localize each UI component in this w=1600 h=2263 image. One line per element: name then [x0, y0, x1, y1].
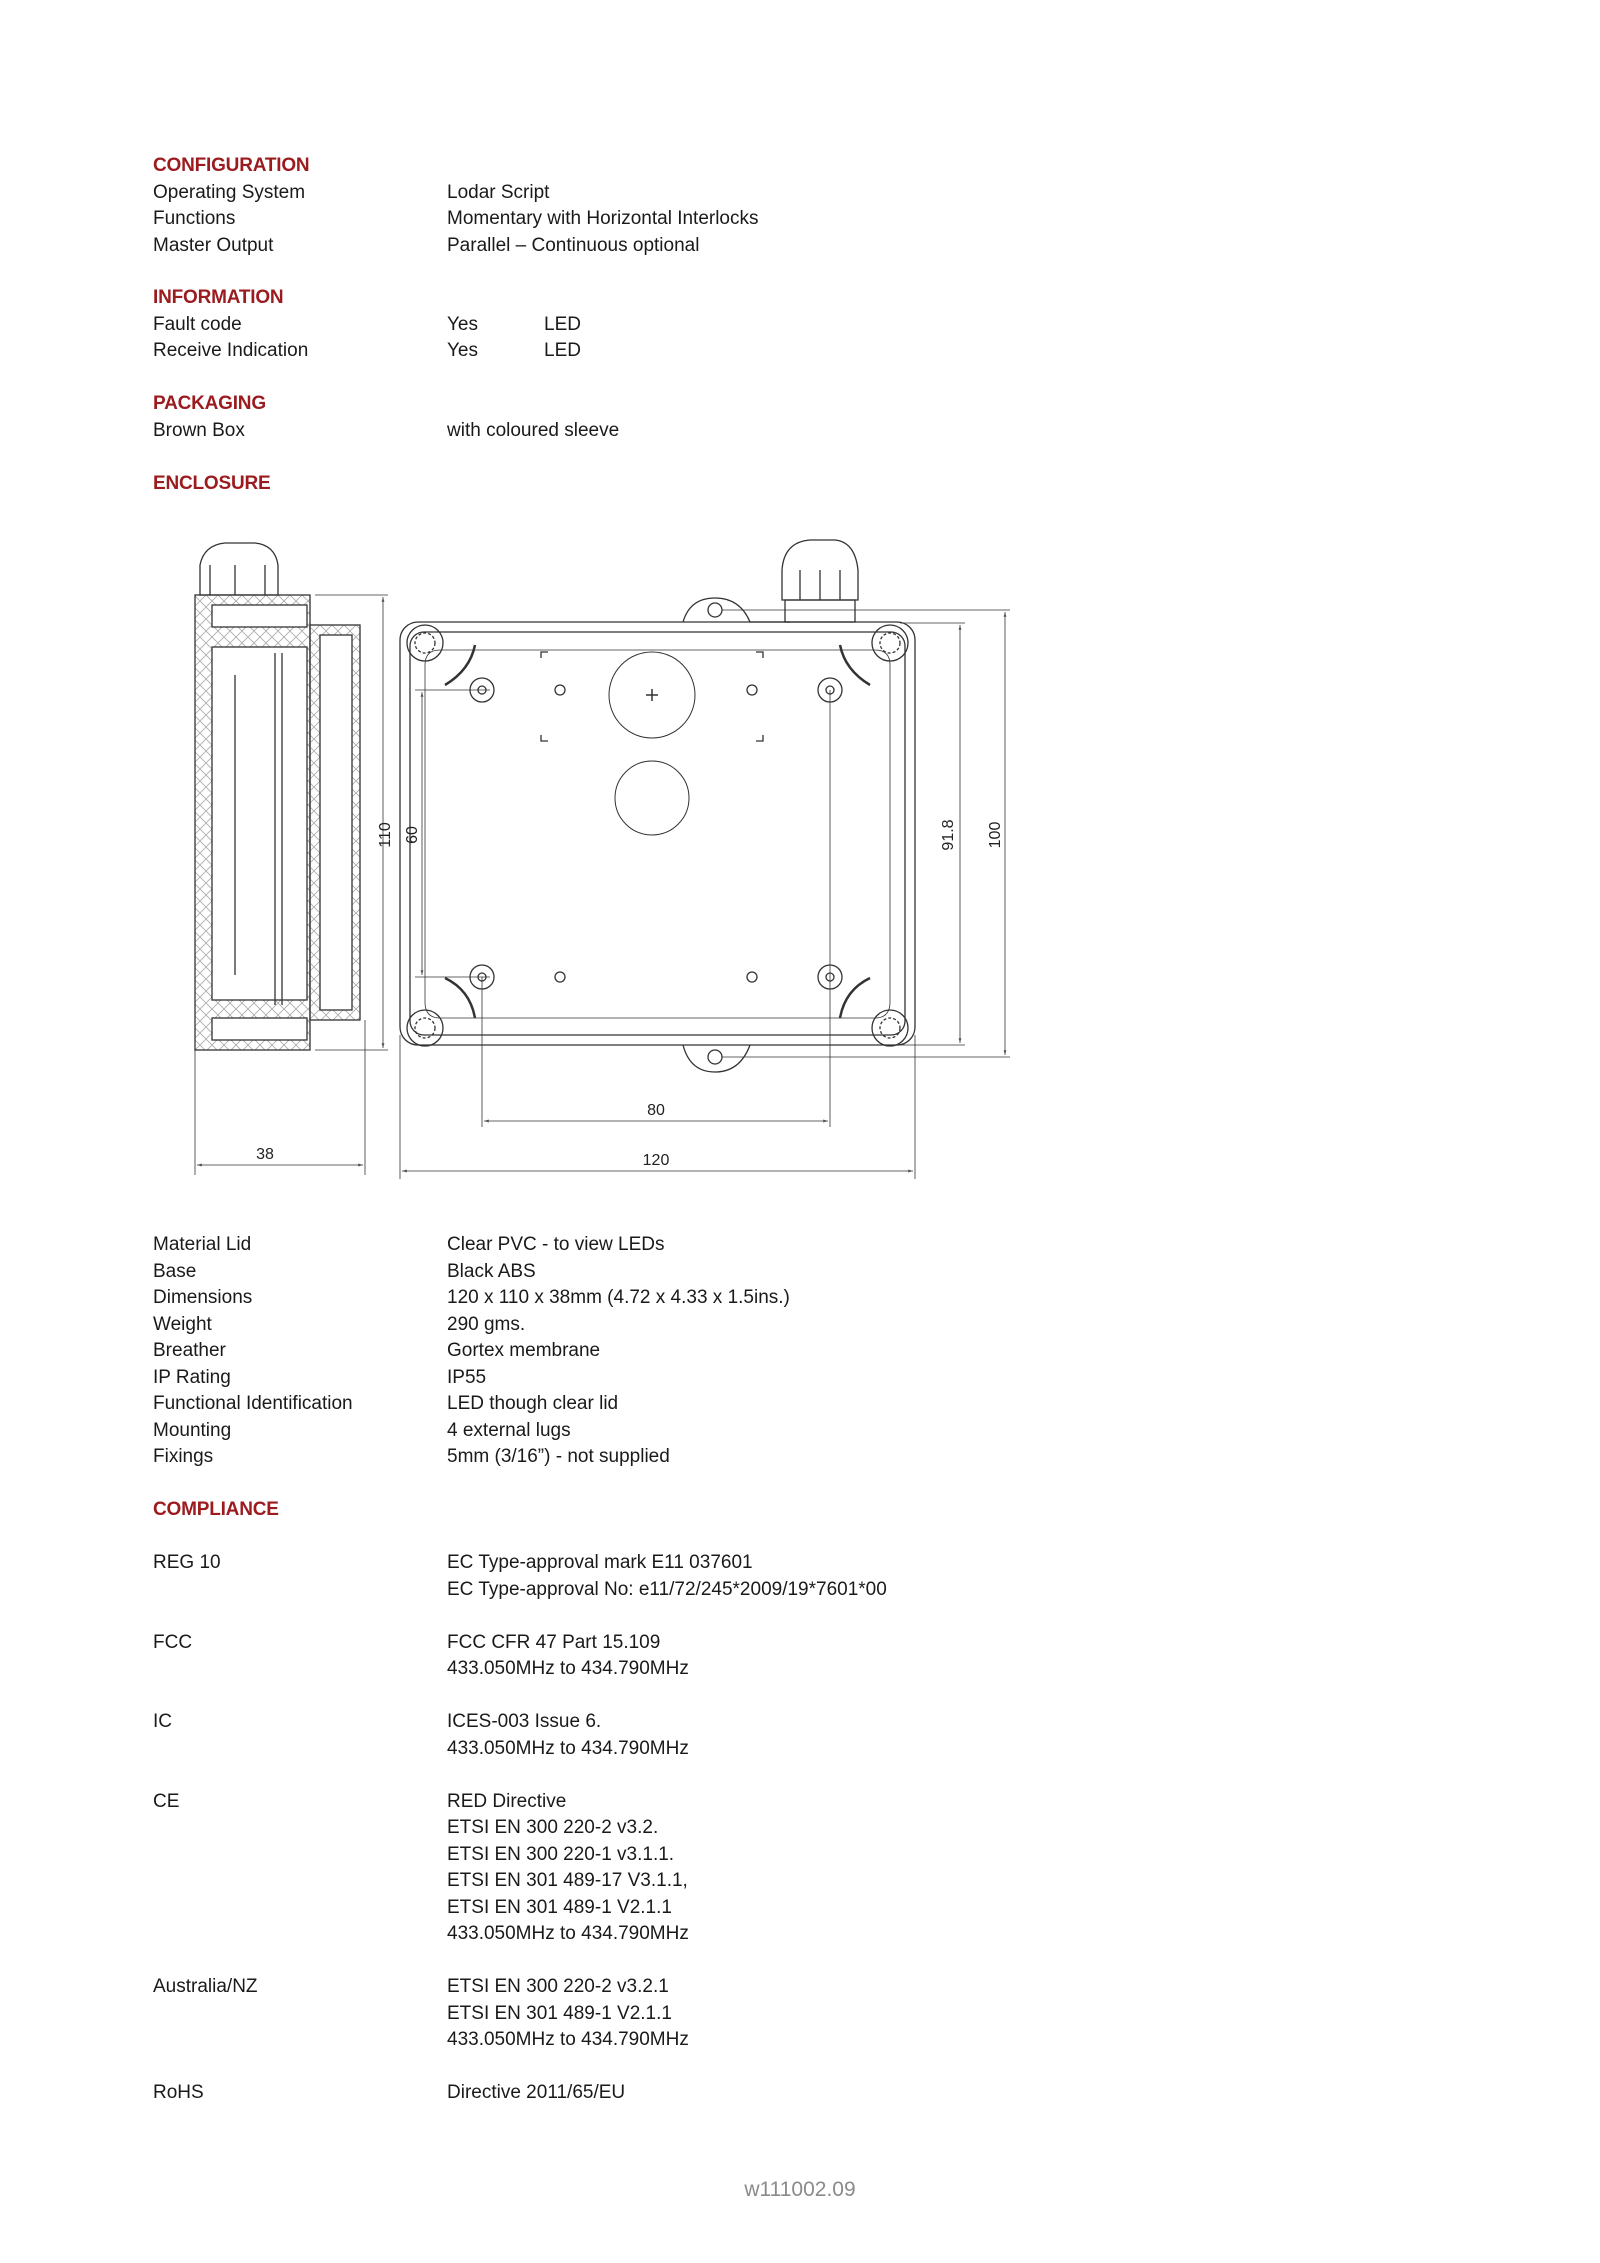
configuration-section [153, 153, 1453, 259]
spec-label: Functions [153, 208, 236, 229]
information-heading: INFORMATION [153, 287, 284, 308]
spec-label: Breather [153, 1340, 226, 1361]
compliance-item-ce [153, 1789, 1453, 1948]
spec-label: Functional Identification [153, 1393, 353, 1414]
compliance-line: ETSI EN 300 220-1 v3.1.1. [447, 1843, 675, 1865]
spec-label: Base [153, 1260, 197, 1282]
spec-value: 290 gms. [447, 1313, 526, 1335]
compliance-section [153, 1497, 1453, 2107]
dim-100: 100 [987, 821, 1004, 849]
spec-value: Yes [447, 340, 478, 361]
spec-row [153, 1232, 1453, 1259]
spec-value: Lodar Script [447, 181, 550, 203]
spec-label: Material Lid [153, 1234, 252, 1255]
front-view [400, 540, 915, 1072]
compliance-label: CE [153, 1790, 180, 1812]
spec-row [153, 312, 1453, 339]
spec-value: Clear PVC - to view LEDs [447, 1234, 665, 1255]
compliance-item-ic [153, 1709, 1453, 1762]
spec-value: Gortex membrane [447, 1340, 601, 1361]
information-section [153, 285, 1453, 365]
compliance-label: FCC [153, 1631, 193, 1653]
spec-row [153, 233, 1453, 260]
dim-110: 110 [377, 822, 394, 848]
compliance-item-rohs [153, 2080, 1453, 2107]
compliance-line: ETSI EN 301 489-1 V2.1.1 [447, 2002, 672, 2024]
compliance-heading: COMPLIANCE [153, 1499, 279, 1520]
enclosure-specs [153, 1232, 1453, 1471]
compliance-line: 433.050MHz to 434.790MHz [447, 1737, 689, 1759]
compliance-label: REG 10 [153, 1552, 221, 1573]
document-code: w111002.09 [744, 2178, 856, 2201]
enclosure-heading: ENCLOSURE [153, 473, 271, 494]
compliance-line: ETSI EN 301 489-1 V2.1.1 [447, 1896, 672, 1918]
compliance-line: RED Directive [447, 1790, 567, 1812]
dim-91-8: 91.8 [940, 819, 957, 851]
spec-label: Fault code [153, 313, 242, 335]
spec-label: Weight [153, 1313, 212, 1335]
spec-row [153, 1365, 1453, 1392]
spec-value: Black ABS [447, 1260, 536, 1282]
spec-value: Momentary with Horizontal Interlocks [447, 208, 759, 229]
compliance-line: EC Type-approval No: e11/72/245*2009/19*7601*00 [447, 1578, 887, 1600]
spec-value: IP55 [447, 1366, 487, 1388]
compliance-line: 433.050MHz to 434.790MHz [447, 2029, 689, 2050]
spec-row [153, 1285, 1453, 1312]
enclosure-drawing [170, 535, 1070, 1195]
packaging-heading: PACKAGING [153, 393, 266, 414]
spec-value: 5mm (3/16”) - not supplied [447, 1446, 670, 1467]
spec-row [153, 1418, 1453, 1445]
spec-value: Yes [447, 313, 478, 335]
spec-value-indicator: LED [544, 340, 581, 361]
spec-label: Dimensions [153, 1287, 253, 1308]
enclosure-section [153, 471, 1453, 498]
spec-row [153, 1312, 1453, 1339]
packaging-section [153, 391, 1453, 444]
compliance-line: FCC CFR 47 Part 15.109 [447, 1631, 661, 1653]
spec-value: with coloured sleeve [447, 419, 620, 441]
spec-row [153, 206, 1453, 233]
compliance-item-fcc [153, 1630, 1453, 1683]
spec-row [153, 1391, 1453, 1418]
dim-80: 80 [647, 1102, 665, 1119]
compliance-line: ETSI EN 300 220-2 v3.2. [447, 1817, 659, 1838]
dim-38: 38 [256, 1146, 274, 1163]
compliance-line: ETSI EN 300 220-2 v3.2.1 [447, 1976, 669, 1997]
compliance-label: IC [153, 1711, 172, 1732]
spec-row [153, 1338, 1453, 1365]
compliance-line: 433.050MHz to 434.790MHz [447, 1923, 689, 1944]
spec-row [153, 338, 1453, 365]
compliance-line: ETSI EN 301 489-17 V3.1.1, [447, 1870, 688, 1891]
spec-value-indicator: LED [544, 313, 581, 335]
side-view [195, 543, 394, 1175]
compliance-item-australia-nz [153, 1974, 1453, 2054]
spec-label: Receive Indication [153, 340, 309, 361]
spec-row [153, 1259, 1453, 1286]
front-view-dimensions [400, 610, 1010, 1179]
compliance-line: EC Type-approval mark E11 037601 [447, 1552, 753, 1573]
spec-label: Master Output [153, 234, 274, 256]
spec-value: 4 external lugs [447, 1419, 571, 1441]
spec-row [153, 1444, 1453, 1471]
spec-value: LED though clear lid [447, 1393, 619, 1414]
dim-120: 120 [642, 1152, 670, 1169]
spec-value: Parallel – Continuous optional [447, 234, 700, 256]
compliance-label: RoHS [153, 2082, 204, 2103]
dim-60: 60 [404, 826, 421, 844]
configuration-heading: CONFIGURATION [153, 155, 310, 176]
compliance-line: ICES-003 Issue 6. [447, 1711, 602, 1732]
compliance-line: 433.050MHz to 434.790MHz [447, 1658, 689, 1679]
spec-value: 120 x 110 x 38mm (4.72 x 4.33 x 1.5ins.) [447, 1287, 790, 1308]
spec-label: Operating System [153, 181, 306, 203]
spec-label: IP Rating [153, 1366, 231, 1388]
spec-row [153, 180, 1453, 207]
compliance-label: Australia/NZ [153, 1976, 258, 1997]
compliance-item-reg10 [153, 1550, 1453, 1603]
spec-label: Brown Box [153, 419, 245, 441]
spec-label: Mounting [153, 1419, 232, 1441]
spec-row [153, 418, 1453, 445]
compliance-line: Directive 2011/65/EU [447, 2082, 626, 2103]
spec-label: Fixings [153, 1446, 214, 1467]
